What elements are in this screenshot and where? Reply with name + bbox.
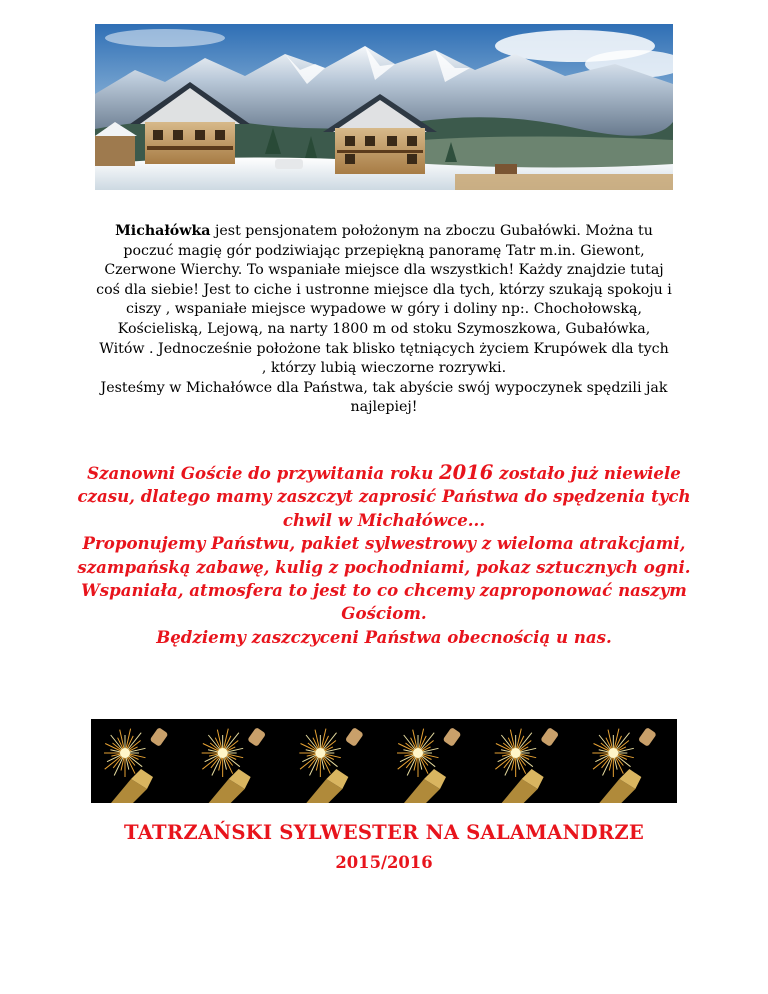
event-title: TATRZAŃSKI SYLWESTER NA SALAMANDRZE xyxy=(124,821,644,844)
intro-line: ciszy , wspaniałe miejsce wypadowe w góry i doliny np:. Chochołowską, xyxy=(126,301,642,318)
event-years: 2015/2016 xyxy=(335,853,433,872)
intro-line: coś dla siebie! Jest to ciche i ustronne miejsce dla tych, którzy szukają spokoju i xyxy=(96,281,672,298)
champagne-fireworks-image xyxy=(91,719,677,803)
champagne-sparkler-tile xyxy=(495,727,560,803)
intro-line: Jesteśmy w Michałówce dla Państwa, tak abyście swój wypoczynek spędzili jak xyxy=(100,379,668,396)
invite-text: Szanowni Goście do przywitania roku xyxy=(87,463,440,483)
invite-line: Będziemy zaszczyceni Państwa obecnością u nas. xyxy=(156,626,612,647)
intro-line-text: jest pensjonatem położonym na zboczu Gubałówki. Można tu xyxy=(210,223,653,239)
intro-line: najlepiej! xyxy=(350,399,418,416)
intro-line: , którzy lubią wieczorne rozrywki. xyxy=(261,360,507,377)
champagne-sparkler-tile xyxy=(202,727,267,803)
pension-name: Michałówka xyxy=(115,223,211,239)
champagne-fireworks-strip xyxy=(91,719,677,803)
intro-line: Witów . Jednocześnie położone tak blisko tętniących życiem Krupówek dla tych xyxy=(99,340,669,357)
invite-line: Proponujemy Państwu, pakiet sylwestrowy z wieloma atrakcjami, xyxy=(82,533,686,554)
invite-line: czasu, dlatego mamy zaszczyt zaprosić Państwa do spędzenia tych xyxy=(77,486,691,507)
intro-line xyxy=(80,222,688,242)
champagne-sparkler-tile xyxy=(299,727,364,803)
new-year-invitation xyxy=(62,461,706,649)
invite-line: chwil w Michałówce... xyxy=(282,509,486,530)
mountain-landscape-image xyxy=(95,24,673,190)
invite-line: Wspaniała, atmosfera to jest to co chcemy zaproponować naszym xyxy=(81,580,687,601)
intro-line: Czerwone Wierchy. To wspaniałe miejsce dla wszystkich! Każdy znajdzie tutaj xyxy=(104,262,664,279)
intro-paragraph xyxy=(80,222,688,418)
intro-line: poczuć magię gór podziwiając przepiękną panoramę Tatr m.in. Giewont, xyxy=(123,242,645,259)
invite-year: 2016 xyxy=(439,461,494,484)
invite-line: szampańską zabawę, kulig z pochodniami, pokaz sztucznych ogni. xyxy=(77,556,691,577)
hero-photo xyxy=(95,24,673,190)
invite-text: zostało już niewiele xyxy=(493,463,681,483)
champagne-sparkler-tile xyxy=(592,727,657,803)
champagne-sparkler-tile xyxy=(104,727,169,803)
champagne-sparkler-tile xyxy=(397,727,462,803)
intro-line: Kościeliską, Lejową, na narty 1800 m od stoku Szymoszkowa, Gubałówka, xyxy=(117,320,651,337)
invite-line xyxy=(62,461,706,485)
invite-line: Gościom. xyxy=(341,603,427,624)
